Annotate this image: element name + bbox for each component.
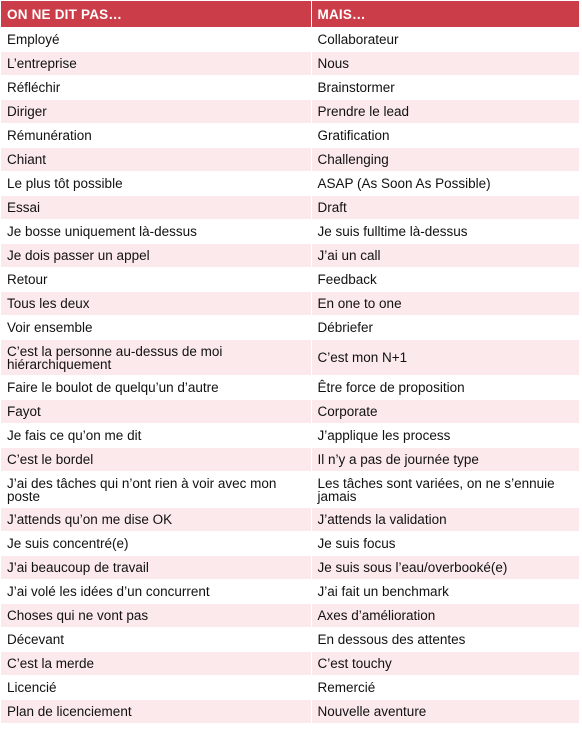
table-row [1, 316, 579, 340]
cell-dont-say: J’ai volé les idées d’un concurrent [1, 580, 311, 604]
table-row [1, 424, 579, 448]
table-row [1, 100, 579, 124]
cell-but-say: Débriefer [311, 316, 579, 340]
cell-dont-say: Licencié [1, 676, 311, 700]
cell-but-say: J’attends la validation [311, 508, 579, 532]
cell-but-say: Nous [311, 52, 579, 76]
cell-but-say: Prendre le lead [311, 100, 579, 124]
table-row [1, 676, 579, 700]
table-row [1, 220, 579, 244]
table-row [1, 172, 579, 196]
table-row [1, 604, 579, 628]
cell-dont-say: Choses qui ne vont pas [1, 604, 311, 628]
header-dont-say: ON NE DIT PAS… [1, 1, 311, 28]
cell-dont-say: Je fais ce qu’on me dit [1, 424, 311, 448]
table-row [1, 268, 579, 292]
cell-but-say: Je suis sous l’eau/overbooké(e) [311, 556, 579, 580]
cell-dont-say: Je dois passer un appel [1, 244, 311, 268]
table-body [1, 28, 579, 724]
table-row [1, 292, 579, 316]
cell-but-say: Challenging [311, 148, 579, 172]
cell-dont-say: Essai [1, 196, 311, 220]
cell-but-say: Remercié [311, 676, 579, 700]
table-row [1, 196, 579, 220]
cell-but-say: En one to one [311, 292, 579, 316]
cell-dont-say: Retour [1, 268, 311, 292]
table-row [1, 244, 579, 268]
cell-but-say: J’ai fait un benchmark [311, 580, 579, 604]
vocabulary-table [1, 1, 579, 723]
table-row [1, 628, 579, 652]
cell-but-say: Axes d’amélioration [311, 604, 579, 628]
table-row [1, 148, 579, 172]
cell-dont-say: Je bosse uniquement là-dessus [1, 220, 311, 244]
cell-dont-say: Fayot [1, 400, 311, 424]
cell-but-say: Être force de proposition [311, 376, 579, 400]
header-but-say: MAIS… [311, 1, 579, 28]
table-row [1, 400, 579, 424]
table-header [1, 1, 579, 28]
cell-dont-say: Le plus tôt possible [1, 172, 311, 196]
table-row [1, 472, 579, 508]
cell-but-say: Collaborateur [311, 28, 579, 52]
cell-dont-say: Faire le boulot de quelqu’un d’autre [1, 376, 311, 400]
cell-dont-say: Chiant [1, 148, 311, 172]
vocabulary-table-container [1, 1, 579, 723]
cell-dont-say: C’est la merde [1, 652, 311, 676]
table-row [1, 508, 579, 532]
cell-but-say: Il n’y a pas de journée type [311, 448, 579, 472]
cell-but-say: C’est touchy [311, 652, 579, 676]
cell-dont-say: L’entreprise [1, 52, 311, 76]
cell-dont-say: J’ai des tâches qui n’ont rien à voir avec mon poste [1, 472, 311, 508]
table-row [1, 652, 579, 676]
table-row [1, 28, 579, 52]
table-row [1, 376, 579, 400]
cell-dont-say: Je suis concentré(e) [1, 532, 311, 556]
table-row [1, 52, 579, 76]
cell-but-say: Brainstormer [311, 76, 579, 100]
cell-but-say: ASAP (As Soon As Possible) [311, 172, 579, 196]
table-row [1, 340, 579, 376]
cell-but-say: J’applique les process [311, 424, 579, 448]
cell-dont-say: J’ai beaucoup de travail [1, 556, 311, 580]
table-row [1, 700, 579, 724]
cell-dont-say: C’est la personne au-dessus de moi hiérarchiquement [1, 340, 311, 376]
table-row [1, 556, 579, 580]
header-row [1, 1, 579, 28]
cell-dont-say: Tous les deux [1, 292, 311, 316]
cell-dont-say: Plan de licenciement [1, 700, 311, 724]
cell-but-say: J’ai un call [311, 244, 579, 268]
cell-but-say: Corporate [311, 400, 579, 424]
cell-but-say: Gratification [311, 124, 579, 148]
cell-but-say: Je suis focus [311, 532, 579, 556]
cell-but-say: C’est mon N+1 [311, 340, 579, 376]
cell-but-say: En dessous des attentes [311, 628, 579, 652]
cell-dont-say: Décevant [1, 628, 311, 652]
cell-but-say: Nouvelle aventure [311, 700, 579, 724]
cell-dont-say: Voir ensemble [1, 316, 311, 340]
table-row [1, 124, 579, 148]
cell-dont-say: J’attends qu’on me dise OK [1, 508, 311, 532]
cell-dont-say: Diriger [1, 100, 311, 124]
table-row [1, 76, 579, 100]
table-row [1, 580, 579, 604]
cell-but-say: Feedback [311, 268, 579, 292]
cell-but-say: Les tâches sont variées, on ne s’ennuie jamais [311, 472, 579, 508]
cell-but-say: Je suis fulltime là-dessus [311, 220, 579, 244]
cell-dont-say: Rémunération [1, 124, 311, 148]
cell-dont-say: Réfléchir [1, 76, 311, 100]
cell-but-say: Draft [311, 196, 579, 220]
cell-dont-say: C’est le bordel [1, 448, 311, 472]
cell-dont-say: Employé [1, 28, 311, 52]
table-row [1, 448, 579, 472]
table-row [1, 532, 579, 556]
